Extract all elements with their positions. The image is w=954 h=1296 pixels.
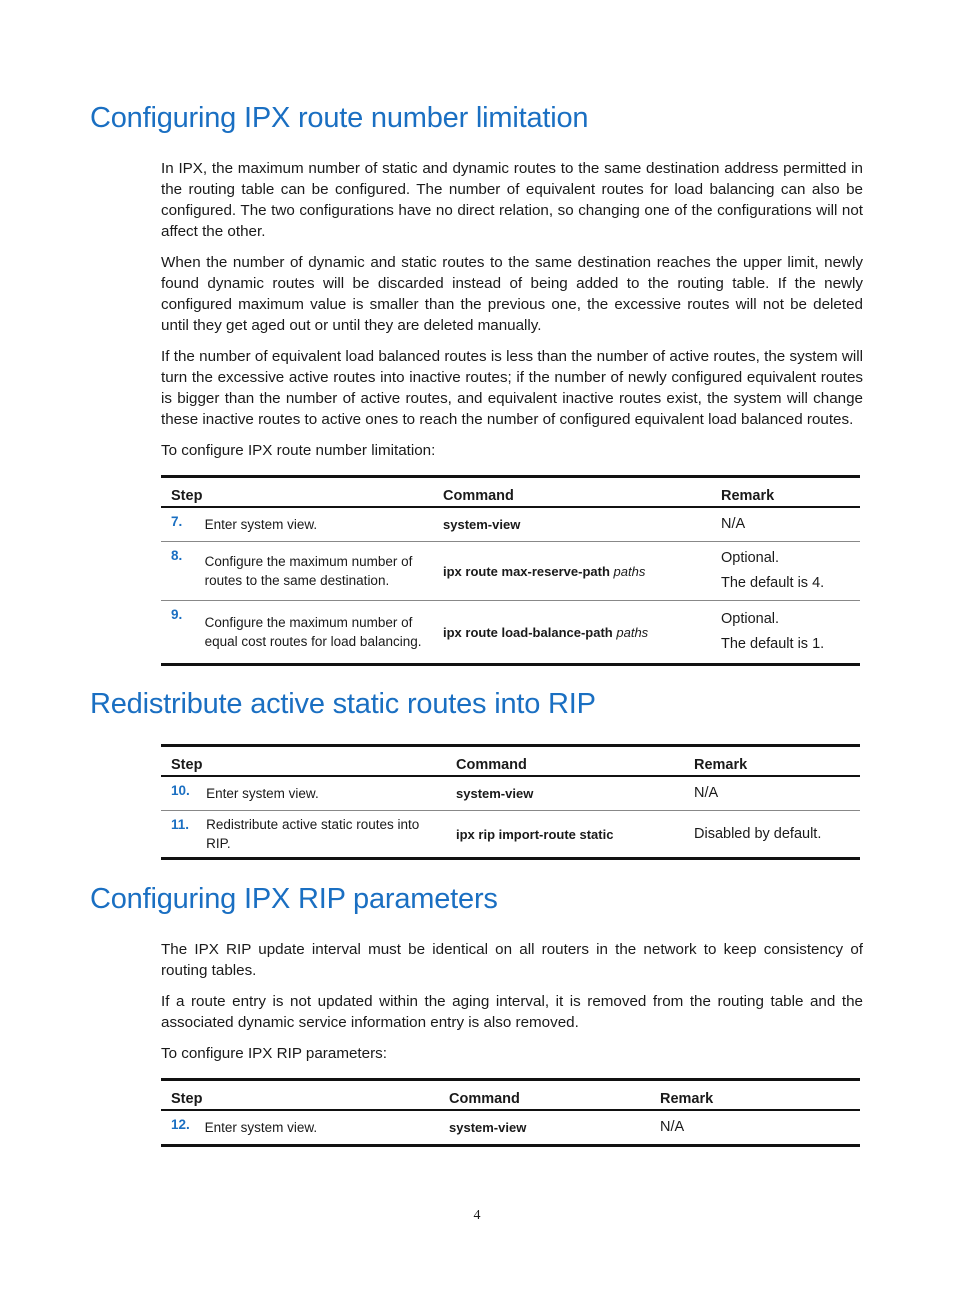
command-cell: system-view	[446, 776, 684, 811]
steps-table-rip-parameters	[161, 1078, 860, 1147]
command-cell: ipx rip import-route static	[456, 826, 614, 842]
page-number: 4	[473, 1208, 481, 1223]
command-argument: paths	[613, 563, 646, 579]
paragraph: If the number of equivalent load balanced routes is less than the number of active routes, the system will turn the excessive active routes into inactive routes; if the number of newly configured equivalent routes is bigger than the number of active routes, and equivalent inactive routes exist, the system will change these inactive routes to active ones to reach the number of configured equivalent load balanced routes.	[161, 348, 863, 428]
remark-cell: N/A	[711, 507, 860, 542]
remark-line: The default is 1.	[721, 636, 825, 652]
remark-line: Optional.	[721, 611, 780, 627]
paragraph: When the number of dynamic and static routes to the same destination reaches the upper limit, newly found dynamic routes will be discarded instead of being added to the routing table. If the newly configured maximum value is smaller than the previous one, the excessive routes will not be deleted until they get aged out or until they are deleted manually.	[161, 254, 863, 334]
column-header-remark: Remark	[711, 477, 860, 508]
paragraph: If a route entry is not updated within the aging interval, it is removed from the routing table and the associated dynamic service information entry is also removed.	[161, 993, 863, 1031]
step-number: 12.	[171, 1117, 190, 1132]
step-number: 8.	[161, 542, 205, 601]
column-header-command: Command	[446, 746, 684, 777]
command-text: ipx route load-balance-path	[443, 624, 613, 640]
step-number: 7.	[161, 507, 205, 542]
table-row	[161, 601, 860, 665]
remark-cell: N/A	[684, 776, 860, 811]
table-row	[161, 776, 860, 811]
section-title-redistribute-static: Redistribute active static routes into RIP	[90, 688, 596, 720]
command-cell	[433, 601, 711, 665]
column-header-remark: Remark	[650, 1080, 860, 1111]
command-text: system-view	[443, 517, 521, 532]
remark-cell: N/A	[660, 1119, 685, 1135]
table-row	[161, 507, 860, 542]
remark-cell: Disabled by default.	[694, 825, 822, 842]
step-number: 11.	[171, 817, 190, 832]
column-header-command: Command	[439, 1080, 650, 1111]
column-header-step: Step	[161, 477, 433, 508]
command-text: ipx route max-reserve-path	[443, 563, 610, 579]
step-description: Configure the maximum number of routes to the same destination.	[205, 542, 433, 601]
paragraph: The IPX RIP update interval must be identical on all routers in the network to keep consistency of routing tables.	[161, 941, 863, 979]
paragraph: In IPX, the maximum number of static and dynamic routes to the same destination address permitted in the routing table can be configured. The number of equivalent routes for load balancing can also be configured. The two configurations have no direct relation, so changing one of the configurations will not affect the other.	[161, 160, 863, 240]
table-row	[161, 811, 860, 859]
remark-line: Optional.	[721, 550, 780, 566]
paragraph: To configure IPX route number limitation:	[161, 442, 436, 459]
command-argument: paths	[616, 624, 649, 640]
column-header-step: Step	[161, 1080, 439, 1111]
step-description: Enter system view.	[204, 1120, 318, 1135]
column-header-remark: Remark	[684, 746, 860, 777]
section-title-ipx-rip-parameters: Configuring IPX RIP parameters	[90, 883, 498, 915]
table-row	[161, 542, 860, 601]
step-number: 9.	[171, 607, 183, 622]
command-cell	[433, 507, 711, 542]
step-number: 10.	[161, 776, 206, 811]
command-cell: system-view	[449, 1120, 527, 1135]
step-description: Redistribute active static routes into RIP.	[206, 817, 420, 851]
column-header-step: Step	[161, 746, 446, 777]
table-row	[161, 1110, 860, 1146]
remark-cell	[711, 601, 860, 665]
remark-line: The default is 4.	[721, 575, 825, 591]
step-description: Enter system view.	[206, 776, 446, 811]
steps-table-redistribute	[161, 744, 860, 860]
section-title-route-number-limitation: Configuring IPX route number limitation	[90, 102, 589, 134]
step-description: Configure the maximum number of equal cost routes for load balancing.	[204, 615, 422, 649]
paragraph: To configure IPX RIP parameters:	[161, 1045, 387, 1062]
column-header-command: Command	[433, 477, 711, 508]
remark-cell	[711, 542, 860, 601]
step-description: Enter system view.	[205, 507, 433, 542]
steps-table-route-limitation	[161, 475, 860, 666]
command-cell	[433, 542, 711, 601]
